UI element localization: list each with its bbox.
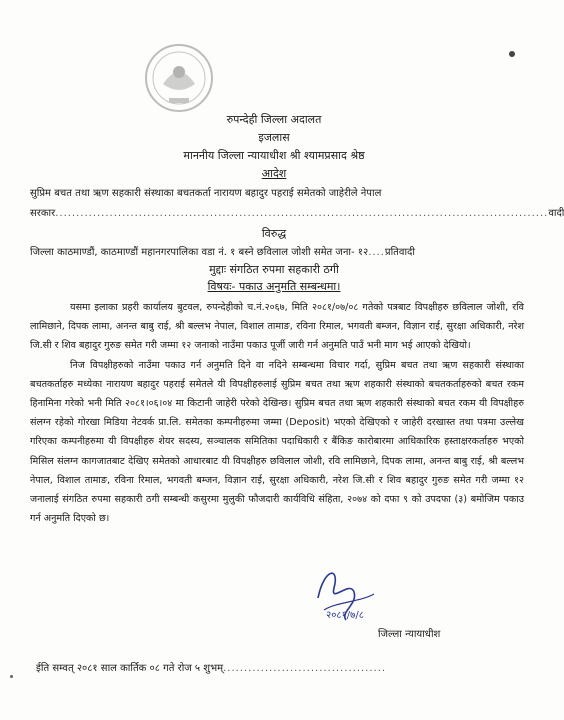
bench-label: इजलास	[258, 131, 290, 144]
paragraph-1: यसमा इलाका प्रहरी कार्यालय बुटवल, रुपन्देहीको च.नं.२०६७, मिति २०८१/०७/०८ गतेको पत्रबाट विपक्षीहरु छविलाल जोशी, रवि लामिछाने, दिपक लामा, अनन्त बाबु राई, श्री बल्लभ नेपाल, विशाल तामाङ, रविना रिमाल, भगवती बम्जन, विज्ञान राई, सुरक्षा अधिकारी, नरेश जि.सी र शिव बहादुर गुरुङ समेत गरी जम्मा १२ जनाको नाउँमा पकाउ पूर्जी जारी गर्न अनुमति पाउँ भनी माग भई आएको देखियो।	[30, 302, 524, 352]
footer-date: ईति सम्वत् २०८१ साल कार्तिक ०८ गते रोज ५ शुभम्.......................................	[36, 663, 387, 674]
court-seal-icon	[143, 40, 215, 118]
judge-signature	[310, 558, 380, 628]
order-title: आदेश	[261, 167, 287, 180]
defendant-role: प्रतिवादी	[384, 247, 415, 258]
case-title: मुद्दाः संगठित रुपमा सहकारी ठगी	[209, 263, 339, 276]
applicant-line: सुप्रिम बचत तथा ऋण सहकारी संस्थाका बचतकर्ता नारायण बहादुर पहराई समेतको जाहेरीले नेपाल	[30, 188, 382, 199]
scan-speck	[10, 675, 13, 678]
signature-date: २०८१/७/८	[326, 610, 364, 621]
paragraph-2: निज विपक्षीहरुको नाउँमा पकाउ गर्न अनुमति दिने वा नदिने सम्बन्धमा विचार गर्दा, सुप्रिम बचत तथा ऋण सहकारी संस्थाका बचतकर्ताहरु मध्येका नारायण बहादुर पहराई समेतले यी विपक्षीहरुलाई सुप्रिम बचत तथा ऋण शहकारी संस्थाको बचतकर्ताहरुको बचत रकम हिनामिना गरेको भनी मिति २०८१।०६।०४ मा किटानी जाहेरी परेको देखिन्छ। सुप्रिम बचत तथा ऋण शहकारी संस्थाको बचत रकम यी विपक्षीहरु संलग्न रहेको गोरखा मिडिया नेटवर्क प्रा.लि. समेतका कम्पनीहरुमा जम्मा (Deposit) भएको देखिएको र जाहेरी दरखास्त तथा पत्रमा उल्लेख गरिएका कम्पनीहरुमा यी विपक्षीहरु शेयर सदस्य, सञ्चालक समितिका पदाधिकारी र बैंकिङ कारोबारमा आधिकारिक हस्ताक्षरकर्ताहरु भएको मिसिल संलग्न कागजातबाट देखिए समेतको आधारबाट यी विपक्षीहरु छविलाल जोशी, रवि लामिछाने, दिपक लामा, अनन्त बाबु राई, श्री बल्लभ नेपाल, विशाल तामाङ, रविना रिमाल, भगवती बम्जन, विज्ञान राई, सुरक्षा अधिकारी, नरेश जि.सी र शिव बहादुर गुरुङ समेत गरी जम्मा १२ जनालाई संगठित रुपमा सहकारी ठगी सम्बन्धी कसुरमा मुलुकी फौजदारी कार्यविधि संहिता, २०७४ को दफा ९ को उपदफा (३) बमोजिम पकाउ गर्न अनुमति दिएको छ।	[30, 359, 524, 525]
applicant-cont: सरकार......................................................................................................................वादी	[30, 208, 564, 219]
order-body	[30, 298, 524, 528]
judge-role: जिल्ला न्यायाधीश	[378, 629, 441, 640]
versus-label: विरुद्ध	[261, 227, 287, 240]
judge-name: माननीय जिल्ला न्यायाधीश श्री श्यामप्रसाद श्रेष्ठ	[183, 149, 365, 162]
plaintiff-role: वादी	[548, 208, 564, 219]
subject-line: विषयः- पकाउ अनुमति सम्बन्धमा।	[207, 280, 341, 293]
defendant-line: जिल्ला काठमाण्डौं, काठमाण्डौं महानगरपालिका वडा नं. १ बस्ने छविलाल जोशी समेत जना- १२....प्रतिवादी	[30, 247, 415, 258]
court-name: रुपन्देही जिल्ला अदालत	[226, 113, 322, 126]
scan-speck	[509, 51, 515, 57]
